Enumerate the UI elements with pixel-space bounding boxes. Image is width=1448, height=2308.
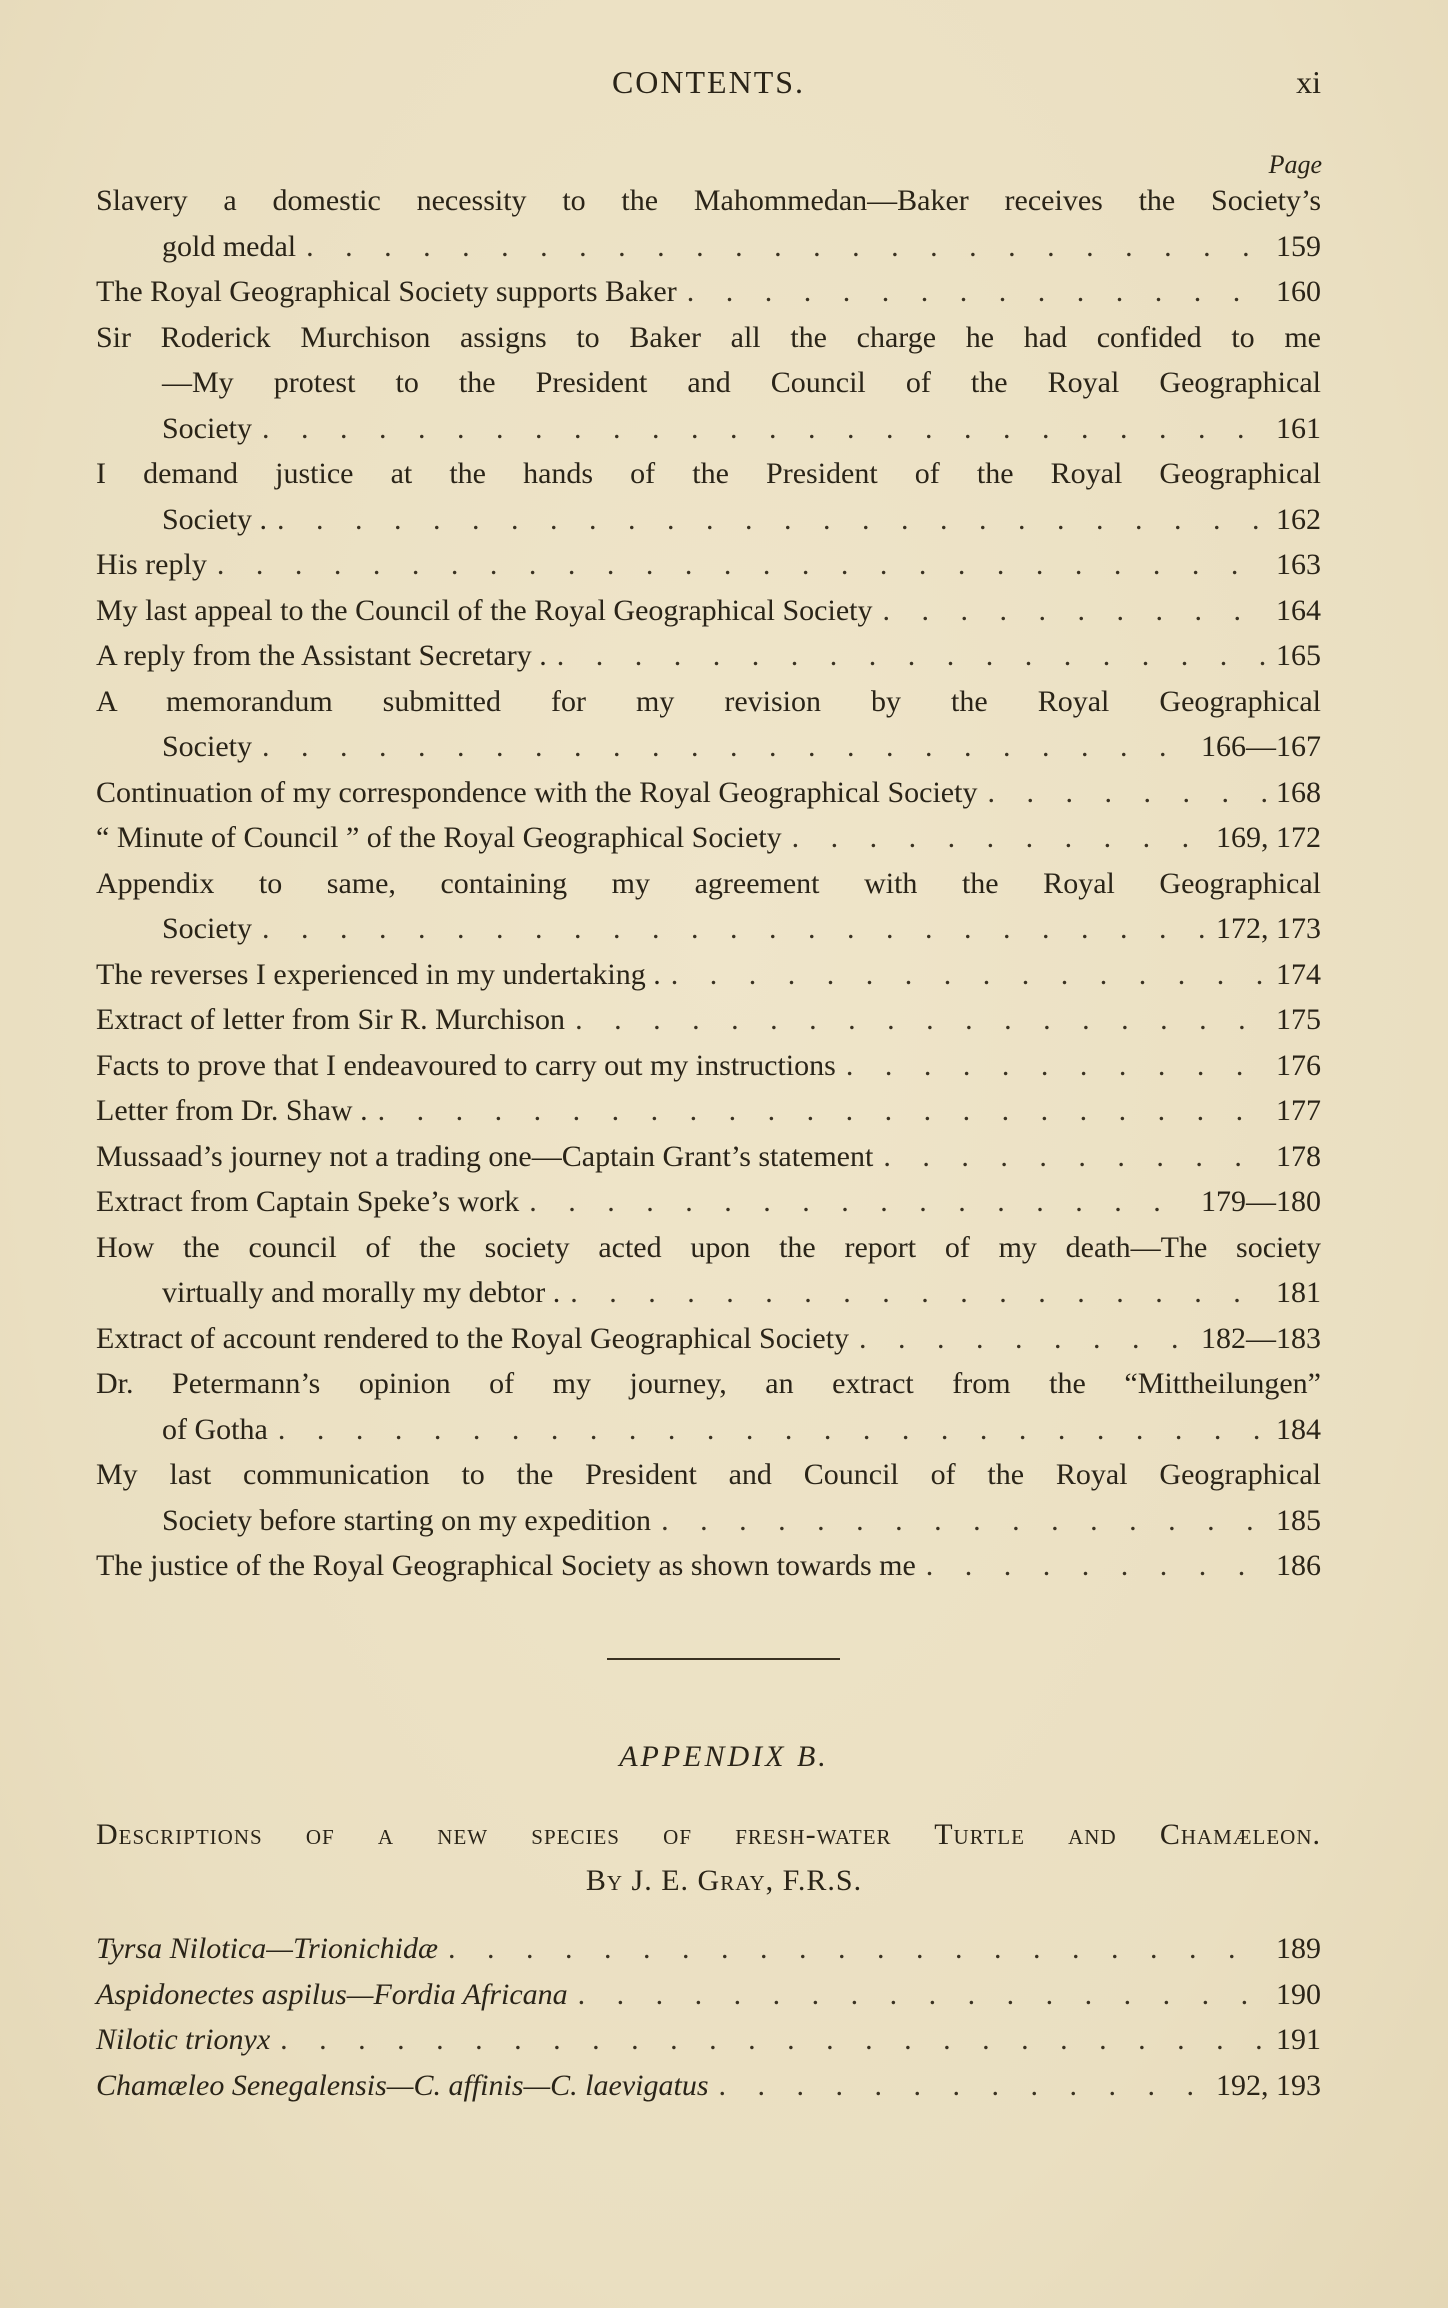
entry-last-line [96, 815, 1321, 861]
species-entry [96, 1926, 1321, 1972]
species-page-number: 192, 193 [1216, 2068, 1321, 2102]
dot-leader [262, 724, 1191, 770]
dot-leader [719, 2063, 1207, 2109]
entry-text: The Royal Geographical Society supports Baker [96, 275, 677, 308]
toc-entry [96, 1316, 1321, 1362]
toc-entry [96, 952, 1321, 998]
entry-page-number: 175 [1276, 1003, 1321, 1036]
entry-last-line [96, 997, 1321, 1043]
dot-leader [262, 406, 1266, 452]
species-title: Nilotic trionyx [96, 2023, 271, 2056]
entry-text: Extract of account rendered to the Royal Geographical Society [96, 1321, 850, 1355]
entry-last-line [96, 1407, 1321, 1453]
toc-entry [96, 1179, 1321, 1225]
dot-leader [661, 1498, 1266, 1544]
entry-page-number: 172, 173 [1216, 912, 1321, 945]
entry-page-number: 164 [1276, 593, 1321, 627]
dot-leader [883, 1134, 1266, 1180]
toc-entry [96, 451, 1321, 542]
entry-page-number: 160 [1276, 275, 1321, 308]
toc-entry [96, 770, 1321, 816]
species-page-number: 189 [1276, 1932, 1321, 1965]
appendix-title: APPENDIX B. [619, 1740, 829, 1773]
dot-leader [262, 906, 1206, 952]
entry-text: Extract from Captain Speke’s work [96, 1185, 520, 1218]
dot-leader [570, 1270, 1266, 1316]
entry-page-number: 162 [1276, 502, 1321, 536]
entry-last-line [96, 406, 1321, 452]
toc-entry [96, 588, 1321, 634]
dot-leader [687, 269, 1266, 315]
entry-text-line: How the council of the society acted upon the report of my death—The society [96, 1230, 1321, 1264]
entry-text: A reply from the Assistant Secretary . [96, 639, 547, 672]
species-list [96, 1926, 1321, 2108]
entry-page-number: 181 [1276, 1276, 1321, 1309]
entry-page-number: 161 [1276, 411, 1321, 445]
entry-last-line [96, 1088, 1321, 1134]
entry-page-number: 177 [1276, 1094, 1321, 1127]
entry-last-line [96, 1316, 1321, 1362]
dot-leader [987, 770, 1266, 816]
entry-page-number: 184 [1276, 1412, 1321, 1446]
entry-text: The reverses I experienced in my undertaking . [96, 957, 661, 991]
entry-page-number: 159 [1276, 229, 1321, 263]
entry-text-line: I demand justice at the hands of the President of the Royal Geographical [96, 457, 1321, 490]
toc-entry [96, 1452, 1321, 1543]
entry-text-line: Appendix to same, containing my agreement with the Royal Geographical [96, 866, 1321, 900]
dot-leader [557, 633, 1266, 679]
dot-leader [575, 997, 1266, 1043]
entry-text: Extract of letter from Sir R. Murchison [96, 1003, 566, 1036]
entry-last-line [96, 1498, 1321, 1544]
page-column-label: Page [1268, 150, 1322, 179]
entry-text: virtually and morally my debtor . [162, 1276, 561, 1309]
entry-page-number: 178 [1276, 1139, 1321, 1173]
species-title: Aspidonectes aspilus—Fordia Africana [96, 1977, 568, 2011]
toc-entry [96, 315, 1321, 452]
toc-entry [96, 861, 1321, 952]
toc-entry [96, 997, 1321, 1043]
entry-last-line [96, 497, 1321, 543]
entry-page-number: 186 [1276, 1549, 1321, 1582]
dot-leader [926, 1543, 1266, 1589]
dot-leader [217, 542, 1266, 588]
entry-text: Continuation of my correspondence with the Royal Geographical Society [96, 775, 978, 809]
dot-leader [277, 497, 1266, 543]
running-title: CONTENTS. [611, 64, 806, 100]
dot-leader [846, 1043, 1266, 1089]
entry-last-line [96, 588, 1321, 634]
appendix-description: Descriptions of a new species of fresh-water Turtle and Chamæleon. [96, 1818, 1321, 1851]
entry-page-number: 166—167 [1201, 730, 1321, 763]
entry-text: Society [162, 912, 252, 945]
toc-entry [96, 1088, 1321, 1134]
entry-page-number: 176 [1276, 1048, 1321, 1082]
section-divider [607, 1658, 840, 1660]
entry-text-line: Slavery a domestic necessity to the Mahommedan—Baker receives the Society’s [96, 184, 1321, 217]
entry-text: Mussaad’s journey not a trading one—Captain Grant’s statement [96, 1139, 874, 1173]
toc-entry [96, 269, 1321, 315]
entry-page-number: 179—180 [1201, 1185, 1321, 1218]
entry-last-line [96, 906, 1321, 952]
entry-last-line [96, 1543, 1321, 1589]
toc-entry [96, 679, 1321, 770]
dot-leader [859, 1316, 1191, 1362]
dot-leader [378, 1088, 1266, 1134]
entry-last-line [96, 1043, 1321, 1089]
entry-last-line [96, 770, 1321, 816]
entry-text: His reply [96, 548, 207, 581]
entry-text-line: My last communication to the President and Council of the Royal Geographical [96, 1458, 1321, 1491]
entry-text: of Gotha [162, 1412, 268, 1446]
entry-last-line [96, 1134, 1321, 1180]
entry-text: gold medal [162, 229, 297, 263]
dot-leader [792, 815, 1206, 861]
entry-last-line [96, 724, 1321, 770]
toc-entry [96, 633, 1321, 679]
species-entry [96, 1972, 1321, 2018]
entry-text: My last appeal to the Council of the Royal Geographical Society [96, 593, 873, 627]
entry-text-line: Sir Roderick Murchison assigns to Baker all the charge he had confided to me [96, 320, 1321, 354]
toc-entry [96, 178, 1321, 269]
entry-last-line [96, 952, 1321, 998]
entry-page-number: 165 [1276, 639, 1321, 672]
entry-text: Facts to prove that I endeavoured to carry out my instructions [96, 1048, 836, 1082]
dot-leader [278, 1407, 1266, 1453]
toc-entry [96, 1134, 1321, 1180]
entry-page-number: 185 [1276, 1503, 1321, 1537]
dot-leader [882, 588, 1266, 634]
entry-last-line [96, 224, 1321, 270]
entry-last-line [96, 1179, 1321, 1225]
dot-leader [578, 1972, 1266, 2018]
dot-leader [671, 952, 1266, 998]
entry-last-line [96, 269, 1321, 315]
running-head [96, 64, 1321, 108]
contents-list [96, 178, 1321, 1589]
dot-leader [306, 224, 1266, 270]
page-number: xi [1296, 64, 1321, 100]
toc-entry [96, 815, 1321, 861]
toc-entry [96, 1225, 1321, 1316]
dot-leader [280, 2017, 1266, 2063]
entry-text-line: A memorandum submitted for my revision by the Royal Geographical [96, 684, 1321, 718]
entry-text: Letter from Dr. Shaw . [96, 1094, 368, 1127]
entry-last-line [96, 542, 1321, 588]
entry-page-number: 168 [1276, 775, 1321, 809]
species-page-number: 190 [1276, 1977, 1321, 2011]
entry-page-number: 163 [1276, 548, 1321, 581]
entry-text-line: Dr. Petermann’s opinion of my journey, an extract from the “Mittheilungen” [96, 1367, 1321, 1400]
entry-page-number: 174 [1276, 957, 1321, 991]
toc-entry [96, 1543, 1321, 1589]
entry-text: Society . [162, 502, 267, 536]
species-entry [96, 2017, 1321, 2063]
entry-text: Society before starting on my expedition [162, 1503, 652, 1537]
entry-text: Society [162, 730, 252, 763]
entry-page-number: 169, 172 [1216, 821, 1321, 854]
entry-page-number: 182—183 [1201, 1321, 1321, 1355]
entry-last-line [96, 633, 1321, 679]
species-page-number: 191 [1276, 2023, 1321, 2056]
entry-text: “ Minute of Council ” of the Royal Geographical Society [96, 821, 782, 854]
entry-text-line: —My protest to the President and Council of the Royal Geographical [162, 366, 1321, 399]
toc-entry [96, 1361, 1321, 1452]
entry-last-line [96, 1270, 1321, 1316]
appendix-author: By J. E. Gray, F.R.S. [585, 1864, 863, 1897]
species-title: Tyrsa Nilotica—Trionichidæ [96, 1932, 438, 1965]
dot-leader [529, 1179, 1191, 1225]
dot-leader [448, 1926, 1266, 1972]
species-title: Chamæleo Senegalensis—C. affinis—C. laevigatus [96, 2068, 709, 2102]
toc-entry [96, 1043, 1321, 1089]
species-entry [96, 2063, 1321, 2109]
toc-entry [96, 542, 1321, 588]
entry-text: The justice of the Royal Geographical Society as shown towards me [96, 1549, 916, 1582]
entry-text: Society [162, 411, 252, 445]
